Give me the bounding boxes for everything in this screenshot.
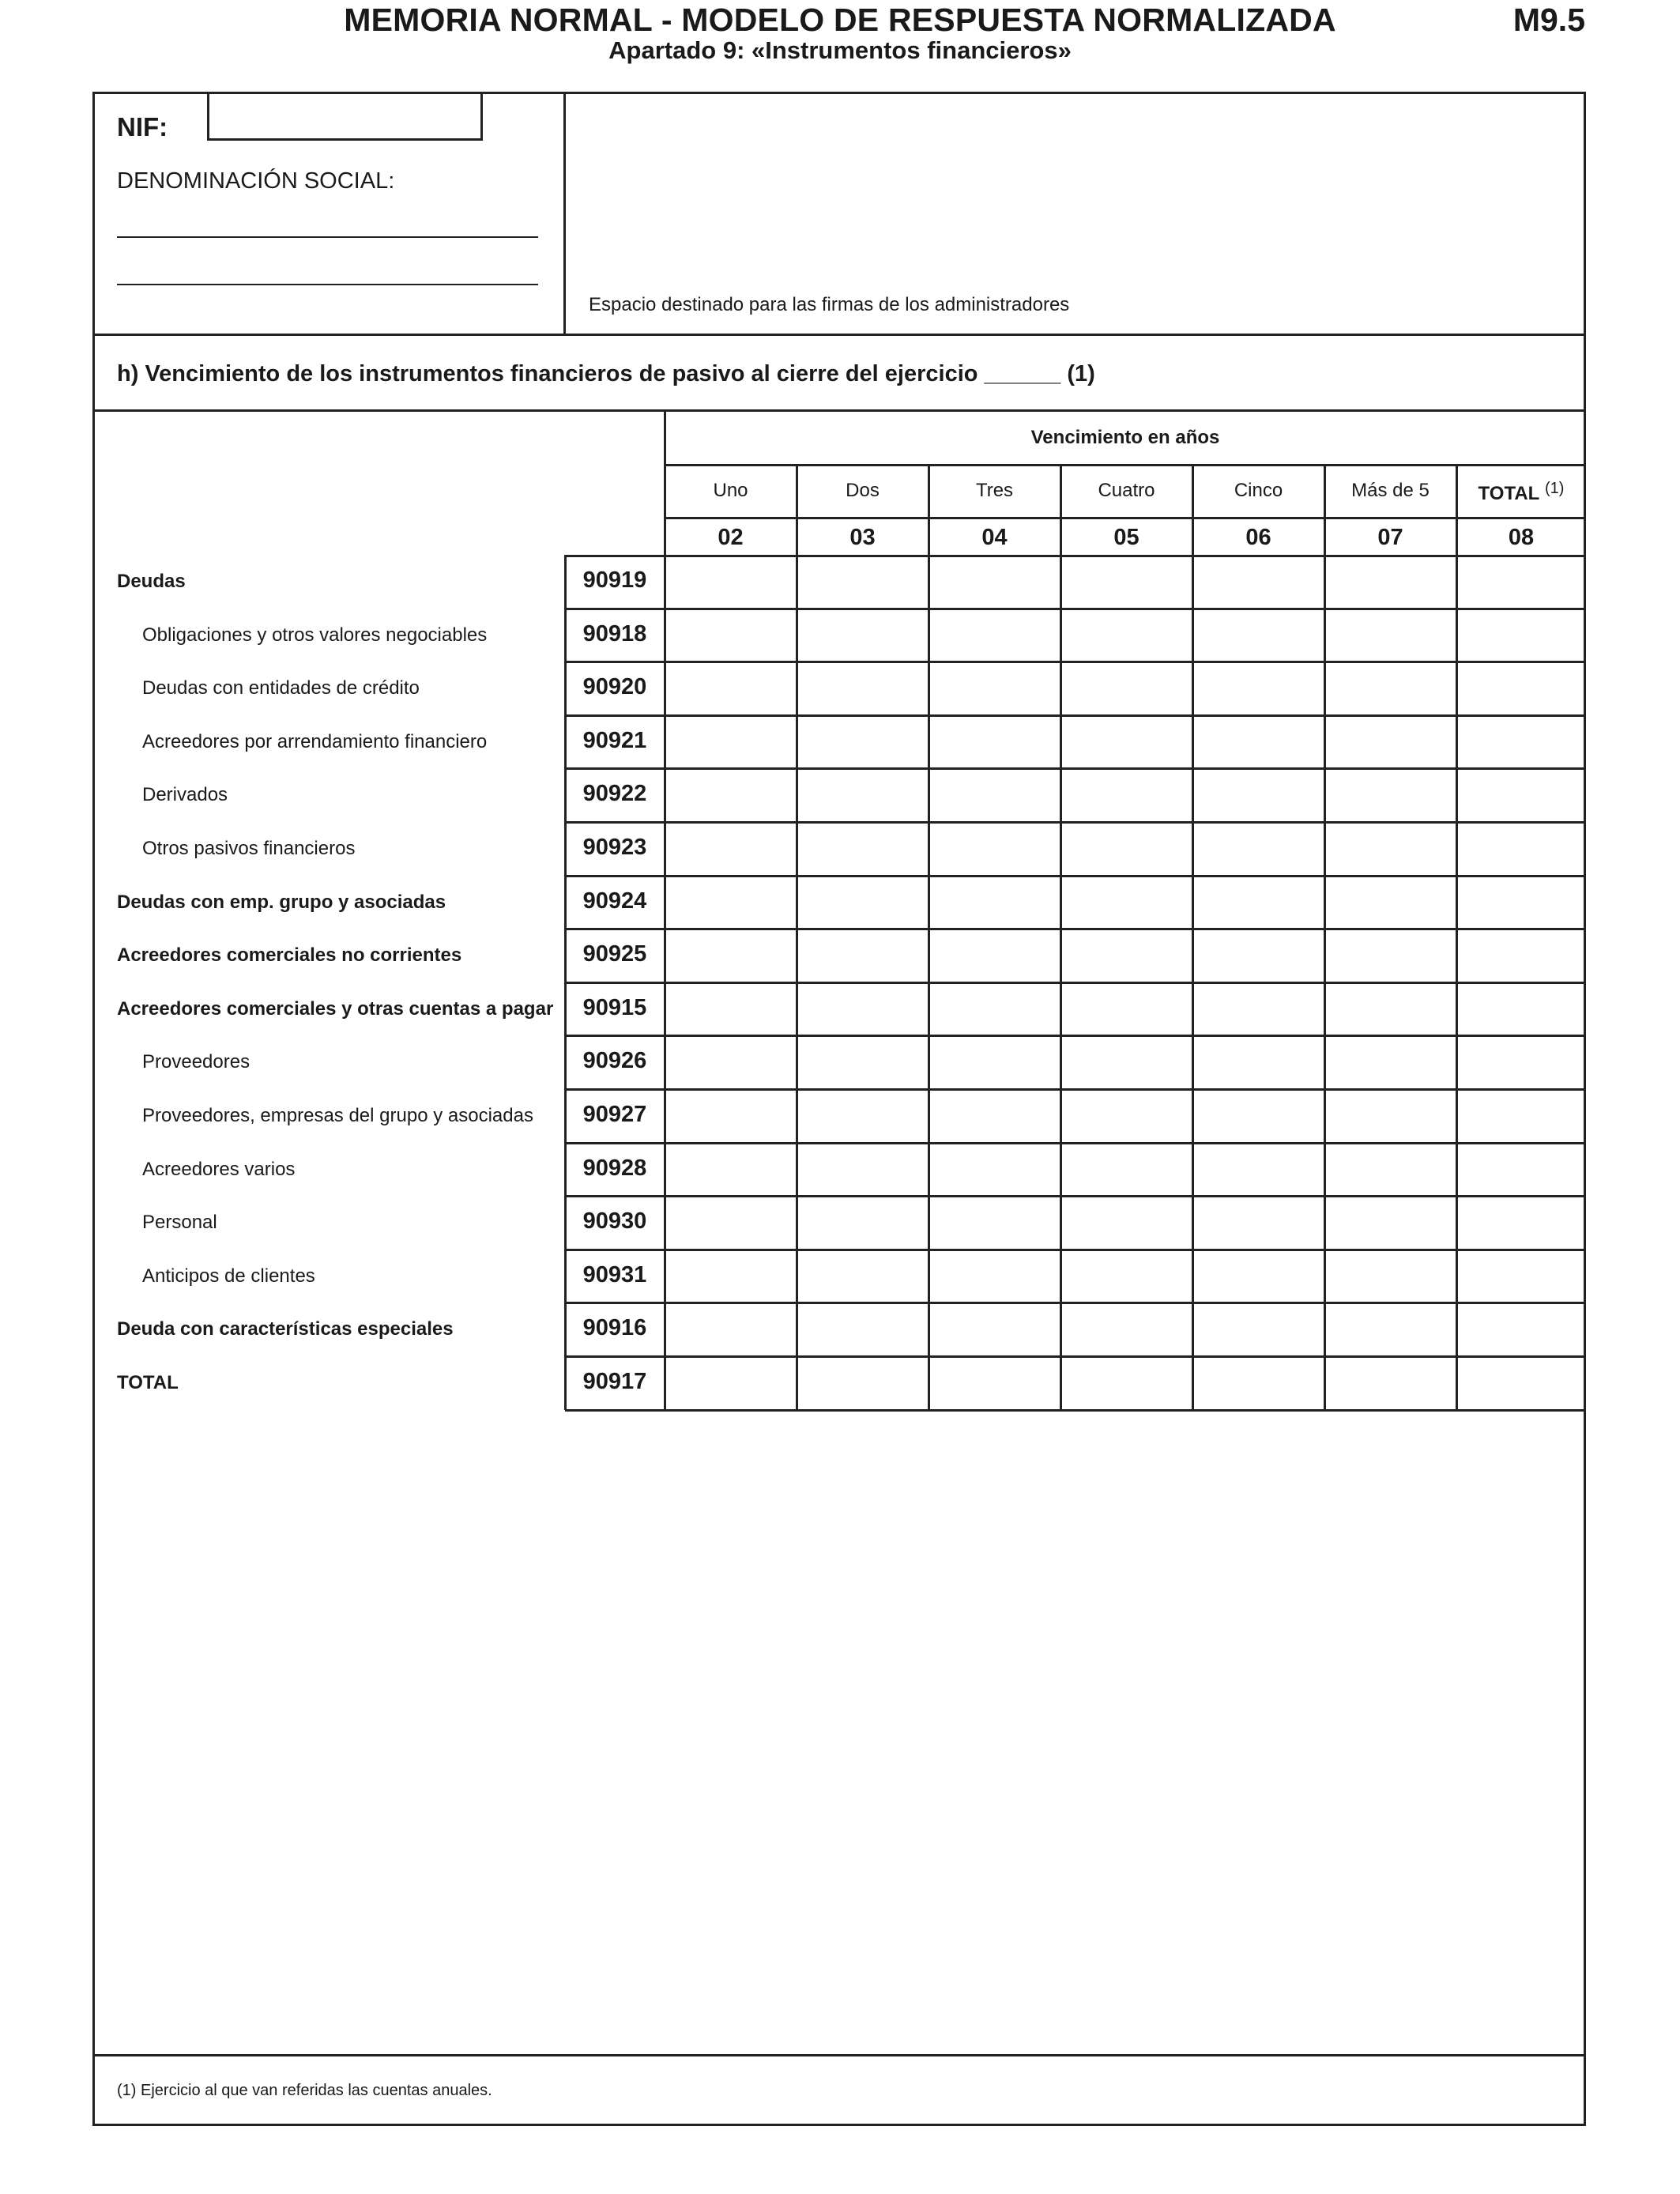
column-label	[1060, 480, 1192, 502]
amount-cell[interactable]	[798, 1144, 927, 1195]
amount-cell[interactable]	[1194, 1251, 1323, 1302]
amount-cell[interactable]	[1326, 663, 1455, 714]
row-code: 90919	[582, 567, 647, 593]
amount-cell[interactable]	[1194, 1358, 1323, 1408]
amount-cell[interactable]	[1062, 824, 1191, 874]
amount-cell[interactable]	[798, 717, 927, 767]
amount-cell[interactable]	[666, 824, 795, 874]
denominacion-line-1[interactable]	[117, 236, 538, 238]
footnote-rule	[92, 2054, 1586, 2056]
amount-cell[interactable]	[798, 877, 927, 928]
row-label: Obligaciones y otros valores negociables	[142, 624, 488, 646]
row-code: 90920	[582, 674, 647, 700]
amount-cell[interactable]	[666, 984, 795, 1035]
denominacion-line-2[interactable]	[117, 284, 538, 285]
amount-cell[interactable]	[1326, 824, 1455, 874]
row-code: 90927	[582, 1102, 647, 1127]
column-label	[1192, 480, 1324, 502]
amount-cell[interactable]	[930, 877, 1059, 928]
column-label-text: Uno	[713, 480, 748, 501]
amount-cell[interactable]	[666, 1304, 795, 1355]
amount-cell[interactable]	[1194, 770, 1323, 820]
amount-cell[interactable]	[798, 1091, 927, 1141]
column-label-text: Dos	[846, 480, 880, 501]
amount-cell[interactable]	[666, 663, 795, 714]
amount-cell[interactable]	[1458, 824, 1584, 874]
amount-cell[interactable]	[1326, 930, 1455, 981]
amount-cell[interactable]	[798, 1251, 927, 1302]
amount-cell[interactable]	[1062, 663, 1191, 714]
footnote: (1) Ejercicio al que van referidas las cuentas anuales.	[117, 2082, 492, 2099]
amount-cell[interactable]	[1326, 1144, 1455, 1195]
column-code: 08	[1508, 525, 1535, 550]
amount-cell[interactable]	[1062, 877, 1191, 928]
column-label	[1456, 480, 1586, 505]
amount-cell[interactable]	[666, 1197, 795, 1248]
amount-cell[interactable]	[1194, 877, 1323, 928]
column-label-text: Más de 5	[1351, 480, 1430, 501]
row-code: 90923	[582, 835, 647, 860]
amount-cell[interactable]	[1062, 1144, 1191, 1195]
row-label: Otros pasivos financieros	[142, 838, 356, 859]
nif-value	[209, 92, 480, 114]
amount-cell[interactable]	[1326, 1358, 1455, 1408]
row-code: 90922	[582, 781, 647, 807]
section-title: Vencimiento de los instrumentos financieros de pasivo al cierre del ejercicio ______ (1)	[145, 361, 1095, 386]
amount-cell[interactable]	[666, 1091, 795, 1141]
amount-cell[interactable]	[930, 1091, 1059, 1141]
row-code: 90926	[582, 1048, 647, 1074]
amount-cell[interactable]	[930, 770, 1059, 820]
amount-cell[interactable]	[1326, 984, 1455, 1035]
amount-cell[interactable]	[1062, 1304, 1191, 1355]
column-code: 07	[1377, 525, 1403, 550]
row-code: 90931	[582, 1261, 647, 1287]
column-label-text: TOTAL	[1478, 483, 1540, 504]
row-code: 90928	[582, 1155, 647, 1181]
amount-cell[interactable]	[1194, 930, 1323, 981]
form-code: M9.5	[1512, 2, 1585, 38]
column-code: 04	[981, 525, 1008, 550]
row-label: Deudas con emp. grupo y asociadas	[117, 891, 446, 913]
amount-cell[interactable]	[1458, 556, 1584, 607]
amount-cell[interactable]	[1062, 770, 1191, 820]
amount-cell[interactable]	[1062, 1251, 1191, 1302]
amount-cell[interactable]	[1062, 556, 1191, 607]
amount-cell[interactable]	[1326, 1037, 1455, 1088]
row-code: 90917	[582, 1369, 647, 1394]
amount-cell[interactable]	[1194, 1304, 1323, 1355]
amount-cell[interactable]	[666, 610, 795, 661]
column-code: 05	[1113, 525, 1139, 550]
amount-cell[interactable]	[1194, 1037, 1323, 1088]
amount-cell[interactable]	[798, 663, 927, 714]
column-label	[1324, 480, 1456, 502]
amount-cell[interactable]	[930, 1304, 1059, 1355]
row-code: 90915	[582, 994, 647, 1020]
row-label: Acreedores varios	[142, 1158, 296, 1180]
row-label: Deudas	[117, 571, 186, 592]
row-code: 90925	[582, 941, 647, 967]
row-label: Proveedores	[142, 1051, 250, 1073]
amount-cell[interactable]	[1326, 1091, 1455, 1141]
row-label: Personal	[142, 1212, 217, 1234]
amount-cell[interactable]	[798, 1037, 927, 1088]
nif-input[interactable]	[207, 92, 483, 141]
row-code: 90921	[582, 727, 647, 753]
amount-cell[interactable]	[1194, 663, 1323, 714]
page-title: MEMORIA NORMAL - MODELO DE RESPUESTA NORMALIZADA	[344, 2, 1336, 38]
amount-cell[interactable]	[1194, 824, 1323, 874]
amount-cell[interactable]	[1194, 984, 1323, 1035]
column-label	[929, 480, 1060, 502]
amount-cell[interactable]	[1458, 770, 1584, 820]
amount-cell[interactable]	[1062, 930, 1191, 981]
amount-cell[interactable]	[1458, 663, 1584, 714]
amount-cell[interactable]	[1458, 1037, 1584, 1088]
amount-cell[interactable]	[666, 556, 795, 607]
amount-cell[interactable]	[1062, 984, 1191, 1035]
amount-cell[interactable]	[1458, 717, 1584, 767]
signature-area-note: Espacio destinado para las firmas de los administradores	[589, 294, 1070, 315]
amount-cell[interactable]	[798, 1304, 927, 1355]
amount-cell[interactable]	[666, 1251, 795, 1302]
amount-cell[interactable]	[1326, 1197, 1455, 1248]
row-label: Derivados	[142, 784, 228, 806]
amount-cell[interactable]	[1458, 1251, 1584, 1302]
amount-cell[interactable]	[930, 610, 1059, 661]
amount-cell[interactable]	[798, 556, 927, 607]
section-bottom-rule	[92, 409, 1586, 412]
row-label: Acreedores comerciales no corrientes	[117, 944, 462, 967]
amount-cell[interactable]	[930, 984, 1059, 1035]
amount-cell[interactable]	[798, 610, 927, 661]
column-label	[797, 480, 929, 502]
amount-cell[interactable]	[666, 877, 795, 928]
nif-label: NIF:	[117, 112, 168, 141]
column-code: 03	[849, 525, 876, 550]
amount-cell[interactable]	[1194, 610, 1323, 661]
amount-cell[interactable]	[1326, 717, 1455, 767]
id-divider	[563, 92, 566, 336]
column-label-text: Cuatro	[1098, 480, 1155, 501]
group-header: Vencimiento en años	[1030, 427, 1220, 448]
amount-cell[interactable]	[1458, 1358, 1584, 1408]
amount-cell[interactable]	[798, 770, 927, 820]
row-label: Anticipos de clientes	[142, 1265, 315, 1287]
row-label: Deudas con entidades de crédito	[142, 677, 420, 699]
amount-cell[interactable]	[1326, 556, 1455, 607]
row-code: 90930	[582, 1208, 647, 1235]
section-heading	[117, 361, 1095, 387]
amount-cell[interactable]	[930, 1197, 1059, 1248]
amount-cell[interactable]	[1062, 717, 1191, 767]
amount-cell[interactable]	[1458, 1144, 1584, 1195]
amount-cell[interactable]	[930, 1358, 1059, 1408]
amount-cell[interactable]	[1326, 610, 1455, 661]
amount-cell[interactable]	[930, 663, 1059, 714]
row-code: 90918	[582, 620, 647, 647]
row-label: Acreedores por arrendamiento financiero	[142, 730, 488, 752]
amount-cell[interactable]	[1062, 1197, 1191, 1248]
amount-cell[interactable]	[798, 1358, 927, 1408]
grid-hline-row	[565, 1409, 1586, 1412]
row-code: 90924	[582, 888, 647, 914]
amount-cell[interactable]	[666, 717, 795, 767]
row-code: 90916	[582, 1315, 647, 1341]
amount-cell[interactable]	[1062, 1091, 1191, 1141]
amount-cell[interactable]	[1062, 1037, 1191, 1088]
grid-hline-group	[665, 464, 1586, 466]
row-label: Deuda con características especiales	[117, 1318, 454, 1340]
amount-cell[interactable]	[1458, 877, 1584, 928]
amount-cell[interactable]	[1194, 1197, 1323, 1248]
column-code: 06	[1245, 525, 1271, 550]
amount-cell[interactable]	[666, 1358, 795, 1408]
amount-cell[interactable]	[1326, 1304, 1455, 1355]
amount-cell[interactable]	[1194, 556, 1323, 607]
amount-cell[interactable]	[798, 930, 927, 981]
amount-cell[interactable]	[930, 717, 1059, 767]
amount-cell[interactable]	[666, 930, 795, 981]
section-top-rule	[92, 334, 1586, 336]
amount-cell[interactable]	[1194, 1144, 1323, 1195]
amount-cell[interactable]	[666, 770, 795, 820]
amount-cell[interactable]	[1458, 930, 1584, 981]
amount-cell[interactable]	[798, 824, 927, 874]
denominacion-label: DENOMINACIÓN SOCIAL:	[117, 168, 395, 194]
section-letter: h)	[117, 361, 139, 386]
amount-cell[interactable]	[798, 1197, 927, 1248]
amount-cell[interactable]	[1062, 610, 1191, 661]
amount-cell[interactable]	[930, 824, 1059, 874]
amount-cell[interactable]	[930, 1037, 1059, 1088]
amount-cell[interactable]	[1326, 1251, 1455, 1302]
amount-cell[interactable]	[798, 984, 927, 1035]
amount-cell[interactable]	[666, 1144, 795, 1195]
amount-cell[interactable]	[1194, 1091, 1323, 1141]
column-code: 02	[718, 525, 744, 550]
amount-cell[interactable]	[930, 1144, 1059, 1195]
amount-cell[interactable]	[930, 1251, 1059, 1302]
row-label: Acreedores comerciales y otras cuentas a pagar	[117, 997, 554, 1020]
column-label	[665, 480, 797, 502]
amount-cell[interactable]	[930, 930, 1059, 981]
amount-cell[interactable]	[930, 556, 1059, 607]
amount-cell[interactable]	[1326, 877, 1455, 928]
amount-cell[interactable]	[1458, 1304, 1584, 1355]
row-label: Proveedores, empresas del grupo y asociadas	[142, 1105, 533, 1126]
amount-cell[interactable]	[1326, 770, 1455, 820]
amount-cell[interactable]	[1458, 1197, 1584, 1248]
page-subtitle: Apartado 9: «Instrumentos financieros»	[608, 36, 1072, 64]
row-label: TOTAL	[117, 1372, 179, 1393]
column-label-text: Tres	[975, 480, 1014, 501]
column-footnote-ref: (1)	[1544, 480, 1565, 497]
amount-cell[interactable]	[1458, 1091, 1584, 1141]
amount-cell[interactable]	[1062, 1358, 1191, 1408]
amount-cell[interactable]	[1194, 717, 1323, 767]
column-label-text: Cinco	[1234, 480, 1283, 501]
amount-cell[interactable]	[666, 1037, 795, 1088]
amount-cell[interactable]	[1458, 984, 1584, 1035]
grid-hline-cols	[665, 517, 1586, 519]
amount-cell[interactable]	[1458, 610, 1584, 661]
